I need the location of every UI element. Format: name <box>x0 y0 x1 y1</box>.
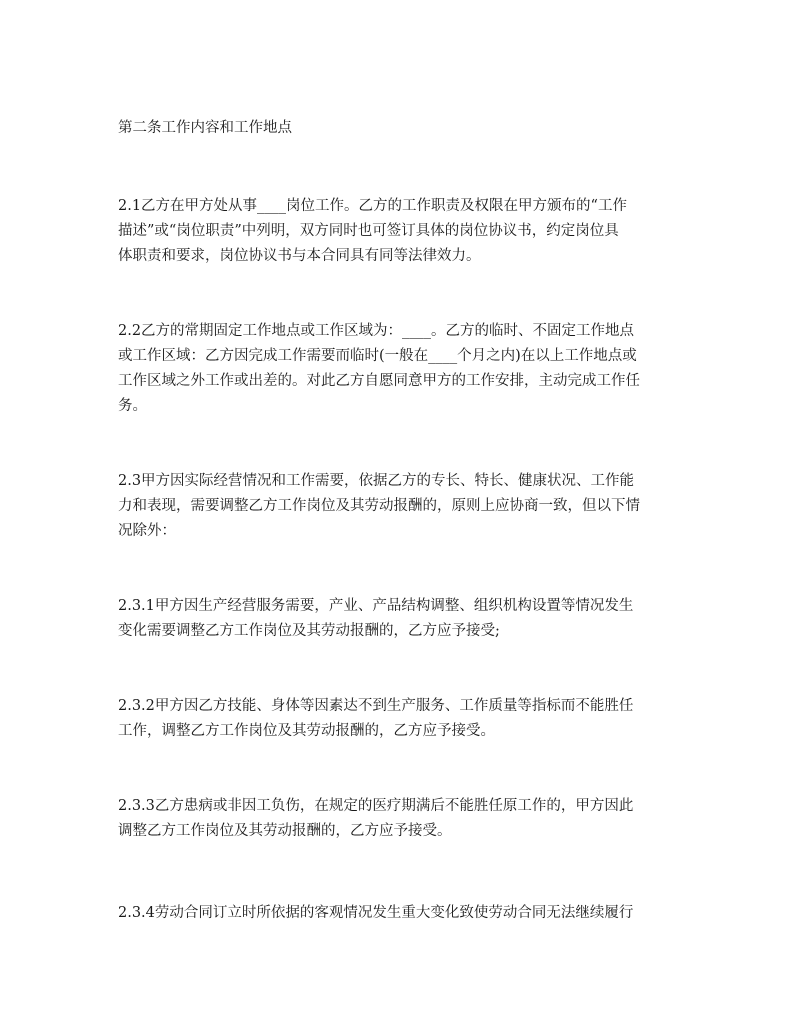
paragraph-line: 2.1乙方在甲方处从事____岗位工作。乙方的工作职责及权限在甲方颁布的“工作 <box>118 198 627 214</box>
paragraph-2-3 <box>118 469 684 544</box>
paragraph-line: 2.3.4劳动合同订立时所依据的客观情况发生重大变化致使劳动合同无法继续履行 <box>118 905 634 921</box>
paragraph-2-3-2 <box>118 694 684 744</box>
paragraph-line: 2.2乙方的常期固定工作地点或工作区域为：____。乙方的临时、不固定工作地点 <box>118 323 635 339</box>
paragraph-line: 变化需要调整乙方工作岗位及其劳动报酬的，乙方应予接受; <box>118 623 500 639</box>
section-heading-text: 第二条工作内容和工作地点 <box>118 120 292 136</box>
paragraph-2-2 <box>118 319 684 419</box>
paragraph-2-3-1 <box>118 594 684 644</box>
paragraph-line: 工作，调整乙方工作岗位及其劳动报酬的，乙方应予接受。 <box>118 723 495 739</box>
paragraph-line: 2.3.3乙方患病或非因工负伤，在规定的医疗期满后不能胜任原工作的，甲方因此 <box>118 798 634 814</box>
paragraph-line: 力和表现，需要调整乙方工作岗位及其劳动报酬的，原则上应协商一致，但以下情 <box>118 498 640 514</box>
paragraph-line: 体职责和要求，岗位协议书与本合同具有同等法律效力。 <box>118 248 481 264</box>
paragraph-2-1 <box>118 194 684 269</box>
paragraph-line: 工作区域之外工作或出差的。对此乙方自愿同意甲方的工作安排，主动完成工作任 <box>118 373 640 389</box>
paragraph-line: 描述”或“岗位职责”中列明，双方同时也可签订具体的岗位协议书，约定岗位具 <box>118 223 619 239</box>
paragraph-line: 2.3.2甲方因乙方技能、身体等因素达不到生产服务、工作质量等指标而不能胜任 <box>118 698 634 714</box>
paragraph-2-3-3 <box>118 794 684 844</box>
paragraph-line: 况除外： <box>118 523 176 539</box>
paragraph-line: 调整乙方工作岗位及其劳动报酬的，乙方应予接受。 <box>118 823 452 839</box>
section-heading <box>118 116 684 141</box>
paragraph-line: 或工作区域：乙方因完成工作需要而临时(一般在____个月之内)在以上工作地点或 <box>118 348 637 364</box>
paragraph-line: 2.3.1甲方因生产经营服务需要，产业、产品结构调整、组织机构设置等情况发生 <box>118 598 634 614</box>
paragraph-line: 务。 <box>118 398 147 414</box>
paragraph-line: 2.3甲方因实际经营情况和工作需要，依据乙方的专长、特长、健康状况、工作能 <box>118 473 635 489</box>
paragraph-2-3-4 <box>118 901 684 926</box>
